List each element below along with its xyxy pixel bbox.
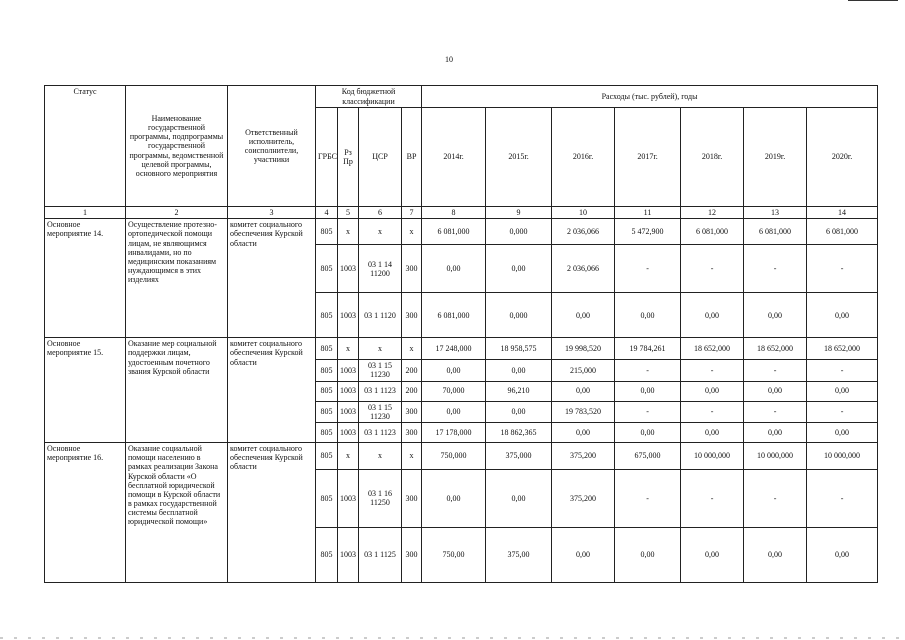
cell-expense: - bbox=[744, 360, 807, 381]
cell-expense: 6 081,000 bbox=[744, 219, 807, 245]
cell-expense: 0,00 bbox=[744, 527, 807, 582]
column-number: 1 bbox=[45, 207, 126, 219]
cell-rzpr: 1003 bbox=[338, 401, 359, 422]
column-number: 10 bbox=[552, 207, 615, 219]
header-program-name: Наименование государственной программы, подпрограммы государственной программы, ведомственной целевой программы, основного мероприятия bbox=[126, 86, 228, 207]
cell-expense: 375,200 bbox=[552, 469, 615, 527]
cell-expense: - bbox=[807, 245, 878, 293]
column-number: 5 bbox=[338, 207, 359, 219]
cell-expense: 750,000 bbox=[422, 442, 486, 469]
cell-expense: 0,00 bbox=[552, 527, 615, 582]
group-executor: комитет социального обеспечения Курской области bbox=[228, 442, 316, 582]
table-row bbox=[45, 338, 878, 360]
cell-expense: 19 784,261 bbox=[615, 338, 681, 360]
cell-expense: 19 998,520 bbox=[552, 338, 615, 360]
column-number: 2 bbox=[126, 207, 228, 219]
cell-grbs: 805 bbox=[316, 293, 338, 338]
cell-expense: - bbox=[681, 401, 744, 422]
cell-expense: - bbox=[744, 469, 807, 527]
cell-csr: х bbox=[359, 219, 402, 245]
cell-expense: 18 652,000 bbox=[744, 338, 807, 360]
cell-expense: 0,00 bbox=[744, 381, 807, 401]
cell-expense: 6 081,000 bbox=[681, 219, 744, 245]
cell-grbs: 805 bbox=[316, 338, 338, 360]
header-year: 2014г. bbox=[422, 108, 486, 207]
cell-expense: - bbox=[615, 469, 681, 527]
column-number: 13 bbox=[744, 207, 807, 219]
cell-expense: 18 652,000 bbox=[807, 338, 878, 360]
cell-expense: 0,000 bbox=[486, 293, 552, 338]
cell-vr: 300 bbox=[402, 527, 422, 582]
cell-expense: 17 178,000 bbox=[422, 422, 486, 442]
cell-grbs: 805 bbox=[316, 422, 338, 442]
cell-expense: 0,00 bbox=[681, 422, 744, 442]
column-number: 9 bbox=[486, 207, 552, 219]
header-year: 2015г. bbox=[486, 108, 552, 207]
cell-expense: 5 472,900 bbox=[615, 219, 681, 245]
header-year: 2017г. bbox=[615, 108, 681, 207]
column-number: 8 bbox=[422, 207, 486, 219]
cell-csr: 03 1 1125 bbox=[359, 527, 402, 582]
cell-expense: 0,00 bbox=[615, 527, 681, 582]
cell-expense: - bbox=[681, 360, 744, 381]
group-executor: комитет социального обеспечения Курской области bbox=[228, 219, 316, 338]
cell-expense: 0,00 bbox=[681, 527, 744, 582]
cell-expense: 17 248,000 bbox=[422, 338, 486, 360]
cell-expense: 70,000 bbox=[422, 381, 486, 401]
cell-vr: 300 bbox=[402, 245, 422, 293]
cell-expense: 10 000,000 bbox=[744, 442, 807, 469]
header-csr: ЦСР bbox=[359, 108, 402, 207]
column-number: 7 bbox=[402, 207, 422, 219]
cell-expense: - bbox=[807, 401, 878, 422]
cell-expense: 0,00 bbox=[807, 381, 878, 401]
cell-expense: 0,00 bbox=[744, 293, 807, 338]
cell-grbs: 805 bbox=[316, 360, 338, 381]
cell-expense: 0,00 bbox=[552, 293, 615, 338]
header-vr: ВР bbox=[402, 108, 422, 207]
page-number: 10 bbox=[445, 55, 453, 64]
cell-expense: 10 000,000 bbox=[681, 442, 744, 469]
cell-vr: 300 bbox=[402, 422, 422, 442]
cell-expense: - bbox=[681, 245, 744, 293]
cell-expense: - bbox=[807, 469, 878, 527]
cell-rzpr: х bbox=[338, 219, 359, 245]
header-year: 2016г. bbox=[552, 108, 615, 207]
column-number: 6 bbox=[359, 207, 402, 219]
cell-vr: 300 bbox=[402, 469, 422, 527]
header-year: 2018г. bbox=[681, 108, 744, 207]
cell-vr: х bbox=[402, 442, 422, 469]
group-name: Оказание мер социальной поддержки лицам, удостоенным почетного звания Курской области bbox=[126, 338, 228, 443]
cell-expense: 0,00 bbox=[422, 401, 486, 422]
cell-expense: 0,00 bbox=[552, 381, 615, 401]
cell-csr: 03 1 1120 bbox=[359, 293, 402, 338]
cell-csr: х bbox=[359, 338, 402, 360]
corner-mark bbox=[848, 0, 898, 1]
cell-vr: 200 bbox=[402, 360, 422, 381]
cell-expense: - bbox=[807, 360, 878, 381]
header-status: Статус bbox=[45, 86, 126, 207]
cell-grbs: 805 bbox=[316, 442, 338, 469]
cell-expense: 2 036,066 bbox=[552, 245, 615, 293]
cell-grbs: 805 bbox=[316, 381, 338, 401]
cell-expense: 215,000 bbox=[552, 360, 615, 381]
cell-rzpr: х bbox=[338, 338, 359, 360]
cell-expense: 675,000 bbox=[615, 442, 681, 469]
cell-expense: - bbox=[615, 360, 681, 381]
group-name: Осуществление протезно-ортопедической помощи лицам, не являющимся инвалидами, но по медицинским показаниям нуждающимся в этих изделиях bbox=[126, 219, 228, 338]
cell-expense: 2 036,066 bbox=[552, 219, 615, 245]
cell-expense: 0,00 bbox=[744, 422, 807, 442]
cell-rzpr: 1003 bbox=[338, 527, 359, 582]
cell-expense: 18 862,365 bbox=[486, 422, 552, 442]
header-expenses: Расходы (тыс. рублей), годы bbox=[422, 86, 878, 108]
cell-csr: 03 1 15 11230 bbox=[359, 401, 402, 422]
cell-expense: - bbox=[744, 245, 807, 293]
cell-rzpr: 1003 bbox=[338, 469, 359, 527]
cell-grbs: 805 bbox=[316, 401, 338, 422]
cell-expense: 0,000 bbox=[486, 219, 552, 245]
cell-rzpr: х bbox=[338, 442, 359, 469]
cell-expense: 750,00 bbox=[422, 527, 486, 582]
cell-expense: 10 000,000 bbox=[807, 442, 878, 469]
cell-expense: 0,00 bbox=[422, 469, 486, 527]
cell-expense: 0,00 bbox=[486, 469, 552, 527]
cell-expense: 0,00 bbox=[422, 245, 486, 293]
scan-artifact bbox=[0, 637, 905, 639]
cell-csr: 03 1 14 11200 bbox=[359, 245, 402, 293]
cell-vr: х bbox=[402, 338, 422, 360]
cell-expense: 0,00 bbox=[486, 245, 552, 293]
cell-expense: 0,00 bbox=[807, 422, 878, 442]
cell-expense: - bbox=[615, 245, 681, 293]
cell-vr: х bbox=[402, 219, 422, 245]
group-status: Основное мероприятие 16. bbox=[45, 442, 126, 582]
cell-rzpr: 1003 bbox=[338, 360, 359, 381]
cell-expense: - bbox=[615, 401, 681, 422]
cell-expense: 0,00 bbox=[807, 293, 878, 338]
cell-vr: 300 bbox=[402, 401, 422, 422]
group-status: Основное мероприятие 14. bbox=[45, 219, 126, 338]
cell-expense: 96,210 bbox=[486, 381, 552, 401]
group-status: Основное мероприятие 15. bbox=[45, 338, 126, 443]
cell-expense: 6 081,000 bbox=[807, 219, 878, 245]
cell-grbs: 805 bbox=[316, 219, 338, 245]
cell-csr: 03 1 16 11250 bbox=[359, 469, 402, 527]
cell-expense: 0,00 bbox=[486, 401, 552, 422]
cell-csr: 03 1 1123 bbox=[359, 422, 402, 442]
cell-expense: 0,00 bbox=[615, 293, 681, 338]
cell-grbs: 805 bbox=[316, 245, 338, 293]
header-budget-code: Код бюджетной классификации bbox=[316, 86, 422, 108]
table-row bbox=[45, 442, 878, 469]
table-row bbox=[45, 219, 878, 245]
cell-expense: 0,00 bbox=[807, 527, 878, 582]
column-number: 14 bbox=[807, 207, 878, 219]
header-executor: Ответственный исполнитель, соисполнители, участники bbox=[228, 86, 316, 207]
column-number: 12 bbox=[681, 207, 744, 219]
cell-expense: 0,00 bbox=[681, 381, 744, 401]
cell-expense: 6 081,000 bbox=[422, 219, 486, 245]
cell-expense: 0,00 bbox=[615, 422, 681, 442]
cell-expense: 18 652,000 bbox=[681, 338, 744, 360]
cell-expense: - bbox=[744, 401, 807, 422]
cell-expense: 0,00 bbox=[422, 360, 486, 381]
header-rzpr: Рз Пр bbox=[338, 108, 359, 207]
header-grbs: ГРБС bbox=[316, 108, 338, 207]
column-number: 4 bbox=[316, 207, 338, 219]
cell-rzpr: 1003 bbox=[338, 293, 359, 338]
cell-rzpr: 1003 bbox=[338, 422, 359, 442]
column-number: 3 bbox=[228, 207, 316, 219]
cell-csr: х bbox=[359, 442, 402, 469]
group-name: Оказание социальной помощи населению в рамках реализации Закона Курской области «О бесплатной юридической помощи в Курской области в рамках государственной системы бесплатной юридической помощи» bbox=[126, 442, 228, 582]
budget-table bbox=[44, 85, 878, 583]
cell-vr: 300 bbox=[402, 293, 422, 338]
cell-expense: 19 783,520 bbox=[552, 401, 615, 422]
cell-expense: 375,00 bbox=[486, 527, 552, 582]
column-number: 11 bbox=[615, 207, 681, 219]
header-year: 2019г. bbox=[744, 108, 807, 207]
cell-expense: 375,200 bbox=[552, 442, 615, 469]
cell-expense: 18 958,575 bbox=[486, 338, 552, 360]
cell-rzpr: 1003 bbox=[338, 245, 359, 293]
cell-expense: 0,00 bbox=[552, 422, 615, 442]
cell-csr: 03 1 1123 bbox=[359, 381, 402, 401]
cell-expense: 6 081,000 bbox=[422, 293, 486, 338]
group-executor: комитет социального обеспечения Курской области bbox=[228, 338, 316, 443]
cell-vr: 200 bbox=[402, 381, 422, 401]
cell-expense: - bbox=[681, 469, 744, 527]
cell-grbs: 805 bbox=[316, 527, 338, 582]
cell-expense: 0,00 bbox=[615, 381, 681, 401]
header-year: 2020г. bbox=[807, 108, 878, 207]
cell-rzpr: 1003 bbox=[338, 381, 359, 401]
cell-csr: 03 1 15 11230 bbox=[359, 360, 402, 381]
cell-expense: 0,00 bbox=[681, 293, 744, 338]
cell-expense: 0,00 bbox=[486, 360, 552, 381]
cell-expense: 375,000 bbox=[486, 442, 552, 469]
cell-grbs: 805 bbox=[316, 469, 338, 527]
